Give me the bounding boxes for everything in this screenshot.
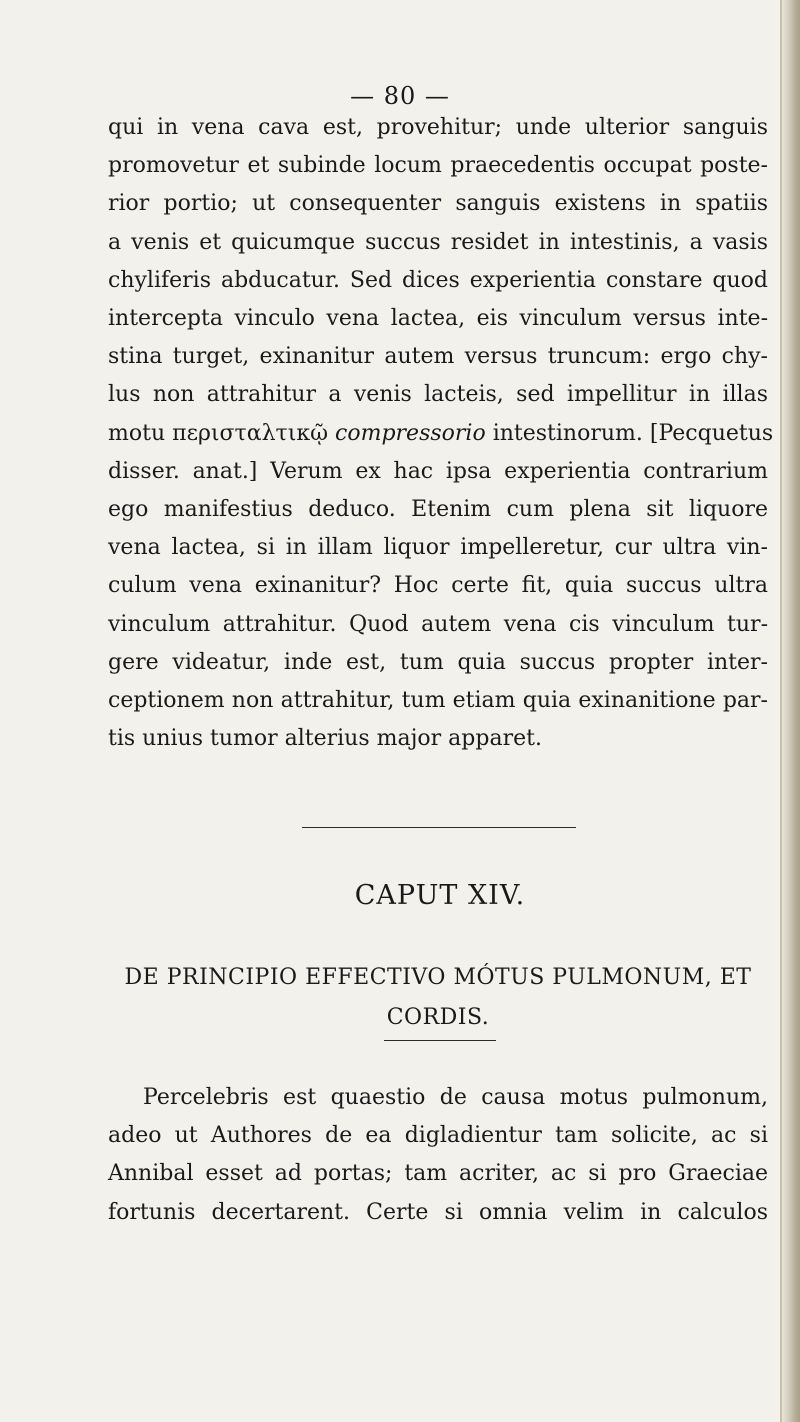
text-line-with-greek [108, 415, 774, 453]
text-line: qui in vena cava est, provehitur; unde ulterior sanguis [108, 115, 768, 140]
text-line: Annibal esset ad portas; tam acriter, ac si pro Graeciae [108, 1161, 768, 1187]
page-number-header: — 80 — [350, 82, 450, 110]
text-line: promovetur et subinde locum praecedentis occupat poste- [108, 153, 768, 179]
text-line: tis unius tumor alterius major apparet. [108, 726, 542, 752]
page-edge [782, 0, 800, 1422]
chapter-subtitle-line: CORDIS. [386, 1005, 490, 1030]
section-divider [302, 827, 576, 828]
text-line: vena lactea, si in illam liquor impelleretur, cur ultra vin- [108, 535, 768, 561]
line-end: intestinorum. [Pecquetus [492, 420, 774, 446]
second-paragraph [108, 1079, 768, 1232]
text-line: ceptionem non attrahitur, tum etiam quia exinanitione par- [108, 688, 768, 714]
short-divider [384, 1040, 496, 1041]
chapter-subtitle [108, 958, 768, 1038]
text-line: vinculum attrahitur. Quod autem vena cis vinculum tur- [108, 611, 768, 637]
text-line: a venis et quicumque succus residet in intestinis, a vasis [108, 229, 768, 255]
text-line: stina turget, exinanitur autem versus truncum: ergo chy- [108, 344, 768, 370]
chapter-title: CAPUT XIV. [354, 880, 526, 911]
text-line: rior portio; ut consequenter sanguis existens in spatiis [108, 191, 768, 217]
chapter-subtitle-line: DE PRINCIPIO EFFECTIVO MÓTUS PULMONUM, ET [124, 965, 752, 990]
text-line: adeo ut Authores de ea digladientur tam solicite, ac si [108, 1123, 768, 1149]
word-motu: motu [108, 420, 166, 446]
text-line: fortunis decertarent. Certe si omnia velim in calculos [108, 1199, 768, 1225]
text-line: gere videatur, inde est, tum quia succus propter inter- [108, 649, 768, 675]
text-line: disser. anat.] Verum ex hac ipsa experientia contrarium [108, 458, 768, 484]
text-line: Percelebris est quaestio de causa motus pulmonum, [143, 1085, 768, 1110]
text-line: chyliferis abducatur. Sed dices experientia constare quod [108, 267, 768, 293]
greek-word: περισταλτικῷ [172, 420, 329, 446]
text-line: ego manifestius deduco. Etenim cum plena sit liquore [108, 497, 768, 523]
text-line: intercepta vinculo vena lactea, eis vinculum versus inte- [108, 306, 768, 332]
main-paragraph [108, 109, 774, 758]
text-line: lus non attrahitur a venis lacteis, sed impellitur in illas [108, 382, 768, 408]
italic-word: compressorio [335, 420, 486, 446]
text-line: culum vena exinanitur? Hoc certe fit, quia succus ultra [108, 573, 768, 599]
